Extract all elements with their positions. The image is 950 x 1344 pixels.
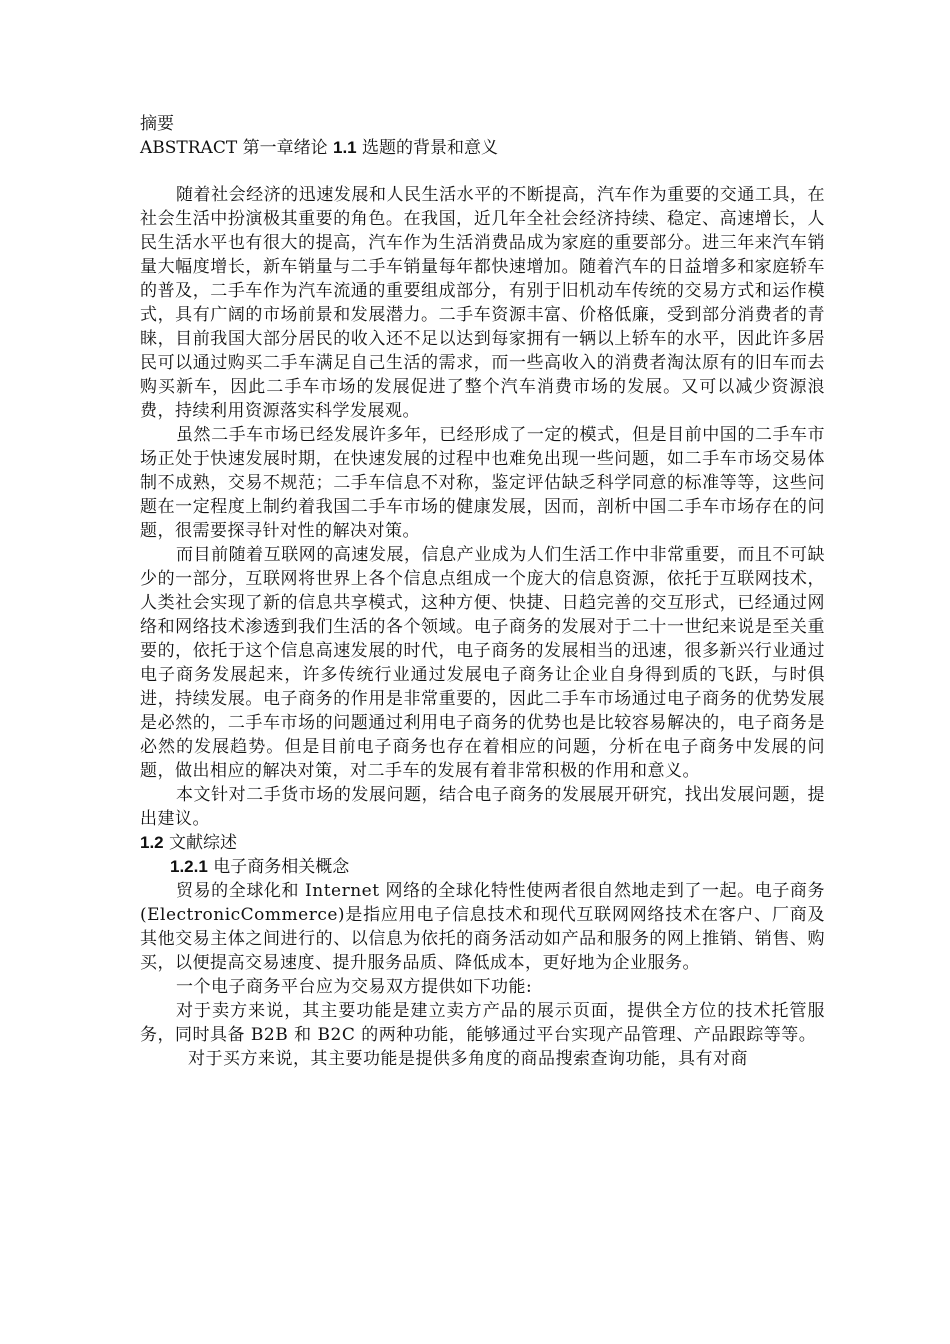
paragraph: 对于买方来说，其主要功能是提供多角度的商品搜索查询功能，具有对商 [188, 1049, 748, 1069]
paragraph: 对于卖方来说，其主要功能是建立卖方产品的展示页面，提供全方位的技术托管服务，同时具备 B2B 和 B2C 的两种功能，能够通过平台实现产品管理、产品跟踪等等。 [140, 1001, 825, 1045]
subsection-heading-concepts [140, 855, 825, 879]
paragraph: 随着社会经济的迅速发展和人民生活水平的不断提高，汽车作为重要的交通工具，在社会生活中扮演极其重要的角色。在我国，近几年全社会经济持续、稳定、高速增长，人民生活水平也有很大的提高，汽车作为生活消费品成为家庭的重要部分。进三年来汽车销量大幅度增长，新车销量与二手车销量每年都快速增加。随着汽车的日益增多和家庭轿车的普及，二手车作为汽车流通的重要组成部分，有别于旧机动车传统的交易方式和运作模式，具有广阔的市场前景和发展潜力。二手车资源丰富、价格低廉，受到部分消费者的青睐，目前我国大部分居民的收入还不足以达到每家拥有一辆以上轿车的水平，因此许多居民可以通过购买二手车满足自己生活的需求，而一些高收入的消费者淘汰原有的旧车而去购买新车，因此二手车市场的发展促进了整个汽车消费市场的发展。又可以减少资源浪费，持续利用资源落实科学发展观。 [140, 185, 825, 421]
spacer [140, 160, 825, 183]
paragraph: 一个电子商务平台应为交易双方提供如下功能: [176, 977, 533, 997]
section-title: 选题的背景和意义 [356, 138, 499, 158]
paragraph: 虽然二手车市场已经发展许多年，已经形成了一定的模式，但是目前中国的二手车市场正处于快速发展时期，在快速发展的过程中也难免出现一些问题，如二手车市场交易体制不成熟，交易不规范；二手车信息不对称，鉴定评估缺乏科学同意的标准等等，这些问题在一定程度上制约着我国二手车市场的健康发展，因而，剖析中国二手车市场存在的问题，很需要探寻针对性的解决对策。 [140, 425, 825, 541]
subsection-number: 1.2.1 [170, 857, 208, 876]
paragraph: 而目前随着互联网的高速发展，信息产业成为人们生活工作中非常重要，而且不可缺少的一部分，互联网将世界上各个信息点组成一个庞大的信息资源，依托于互联网技术，人类社会实现了新的信息共享模式，这种方便、快捷、日趋完善的交互形式，已经通过网络和网络技术渗透到我们生活的各个领域。电子商务的发展对于二十一世纪来说是至关重要的，依托于这个信息高速发展的时代，电子商务的发展相当的迅速，很多新兴行业通过电子商务发展起来，许多传统行业通过发展电子商务让企业自身得到质的飞跃，与时俱进，持续发展。电子商务的作用是非常重要的，因此二手车市场通过电子商务的优势发展是必然的，二手车市场的问题通过利用电子商务的优势也是比较容易解决的，电子商务是必然的发展趋势。但是目前电子商务也存在着相应的问题，分析在电子商务中发展的问题，做出相应的解决对策，对二手车的发展有着非常积极的作用和意义。 [140, 545, 825, 781]
section-title: 文献综述 [163, 833, 238, 853]
section-number: 1.2 [140, 833, 164, 852]
subsection-title: 电子商务相关概念 [207, 857, 350, 877]
section-number: 1.1 [333, 138, 357, 157]
chapter-heading-prefix: ABSTRACT 第一章绪论 [140, 138, 333, 158]
chapter-heading [140, 136, 825, 160]
paragraph: 本文针对二手货市场的发展问题，结合电子商务的发展展开研究，找出发展问题，提出建议。 [140, 785, 825, 829]
document-page [140, 112, 825, 1071]
abstract-heading: 摘要 [140, 114, 174, 134]
paragraph: 贸易的全球化和 Internet 网络的全球化特性使两者很自然地走到了一起。电子商务(ElectronicCommerce)是指应用电子信息技术和现代互联网网络技术在客户、厂商及其他交易主体之间进行的、以信息为依托的商务活动如产品和服务的网上推销、销售、购买，以便提高交易速度、提升服务品质、降低成本，更好地为企业服务。 [140, 881, 825, 973]
section-heading-literature [140, 831, 825, 855]
